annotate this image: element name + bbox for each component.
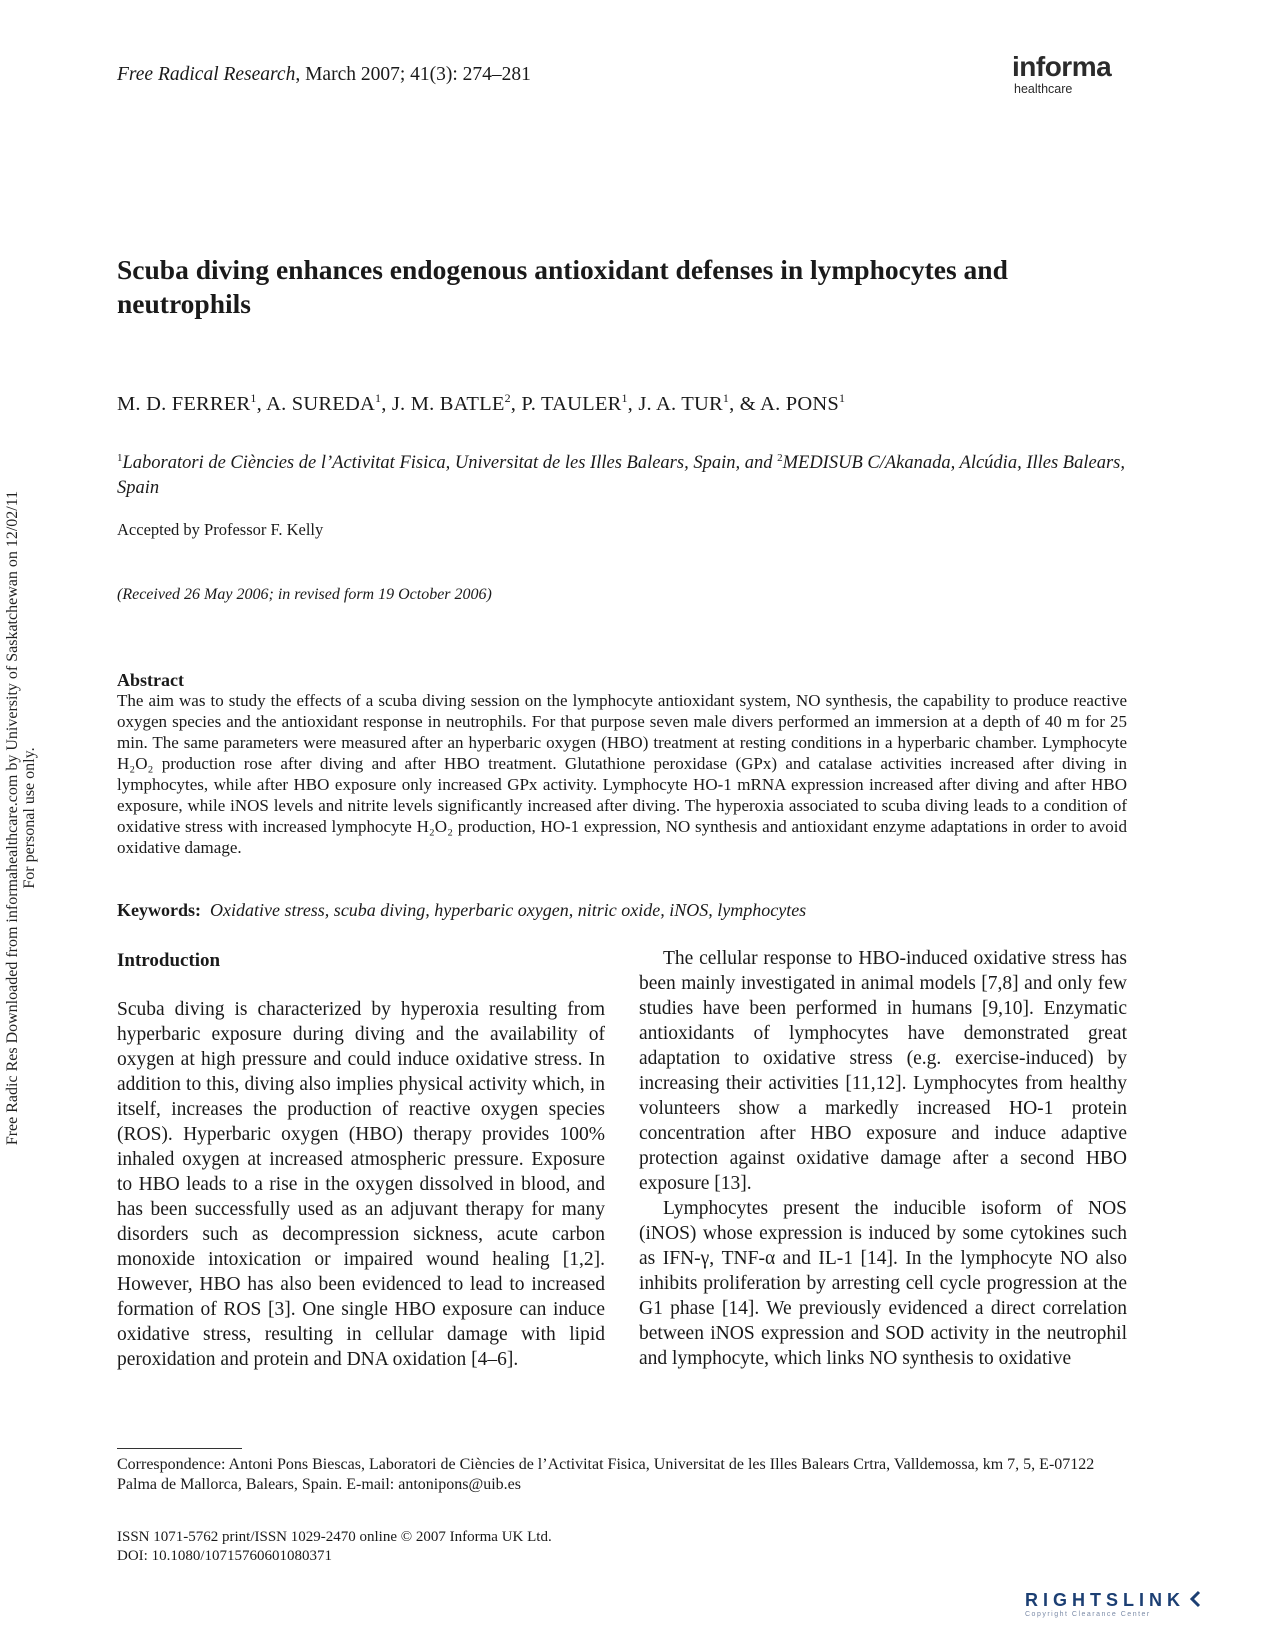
journal-name: Free Radical Research bbox=[117, 64, 296, 85]
publisher-logo bbox=[1012, 52, 1122, 96]
author: J. M. BATLE$^2$, bbox=[391, 391, 522, 415]
download-notice-line2: For personal use only. bbox=[21, 747, 38, 889]
intro-paragraph: The cellular response to HBO-induced oxidative stress has been mainly investigated in animal models [7,8] and only few studies have been performed in humans [9,10]. Enzymatic antioxidants of lymphocytes have demonstrated great adaptation to oxidative stress (e.g. exercise-induced) by increasing their activities [11,12]. Lymphocytes from healthy volunteers show a markedly increased HO-1 protein concentration after HBO exposure and induce adaptive protection against oxidative damage after a second HBO exposure [13]. bbox=[639, 948, 1127, 1194]
author: A. PONS$^1$ bbox=[760, 391, 846, 415]
author: J. A. TUR$^1$, & bbox=[638, 391, 761, 415]
rightslink-arrow-icon bbox=[1189, 1590, 1205, 1613]
author: A. SUREDA$^1$, bbox=[266, 391, 392, 415]
issn: ISSN 1071-5762 print/ISSN 1029-2470 online © 2007 Informa UK Ltd. bbox=[117, 1529, 552, 1545]
intro-paragraph: Lymphocytes present the inducible isoform of NOS (iNOS) whose expression is induced by some cytokines such as IFN-γ, TNF-α and IL-1 [14]. In the lymphocyte NO also inhibits proliferation by arresting cell cycle progression at the G1 phase [14]. We previously evidenced a direct correlation between iNOS expression and SOD activity in the neutrophil and lymphocyte, which links NO synthesis to oxidative bbox=[639, 1198, 1127, 1369]
intro-paragraph: Scuba diving is characterized by hyperoxia resulting from hyperbaric exposure during diving and the availability of oxygen at high pressure and could induce oxidative stress. In addition to this, diving also implies physical activity which, in itself, increases the production of reactive oxygen species (ROS). Hyperbaric oxygen (HBO) therapy provides 100% inhaled oxygen at increased atmospheric pressure. Exposure to HBO leads to a rise in the oxygen dissolved in blood, and has been successfully used as an adjuvant therapy for many disorders such as decompression sickness, acute carbon monoxide intoxication or impaired wound healing [1,2]. However, HBO has also been evidenced to lead to increased formation of ROS [3]. One single HBO exposure can induce oxidative stress, resulting in cellular damage with lipid peroxidation and protein and DNA oxidation [4–6]. bbox=[117, 999, 605, 1370]
rightslink-logo bbox=[1025, 1590, 1205, 1618]
journal-citation bbox=[117, 64, 531, 86]
keywords-label: Keywords: bbox=[117, 900, 201, 920]
author: P. TAULER$^1$, bbox=[521, 391, 639, 415]
rightslink-text: RIGHTSLINK bbox=[1025, 1590, 1185, 1610]
publication-info bbox=[117, 1528, 552, 1566]
right-column bbox=[639, 946, 1127, 1371]
received-dates: (Received 26 May 2006; in revised form 19 October 2006) bbox=[117, 586, 492, 603]
publisher-logo-sub: healthcare bbox=[1014, 82, 1073, 96]
article-title: Scuba diving enhances endogenous antioxidant defenses in lymphocytes and neutrophils bbox=[117, 254, 1008, 319]
accepted-by: Accepted by Professor F. Kelly bbox=[117, 520, 324, 539]
journal-issue: , March 2007; 41(3): 274–281 bbox=[295, 64, 531, 85]
footnote-rule bbox=[117, 1448, 242, 1449]
author-list bbox=[117, 391, 845, 416]
affiliations: $^1$Laboratori de Ciències de l’Activitat Fisica, Universitat de les Illes Balears, Spain, and $^2$MEDISUB C/Akanada, Alcúdia, Illes Balears, Spain bbox=[117, 452, 1125, 498]
keywords bbox=[117, 900, 1127, 921]
left-column bbox=[117, 997, 605, 1372]
doi: DOI: 10.1080/10715760601080371 bbox=[117, 1548, 332, 1564]
introduction-heading: Introduction bbox=[117, 950, 221, 971]
publisher-logo-text: informa bbox=[1012, 51, 1112, 82]
author: M. D. FERRER$^1$, bbox=[117, 391, 267, 415]
correspondence: Correspondence: Antoni Pons Biescas, Laboratori de Ciències de l’Activitat Fisica, Universitat de les Illes Balears Crtra, Valldemossa, km 7, 5, E-07122 Palma de Mallorca, Balears, Spain. E-mail: antonipons@uib.es bbox=[117, 1456, 1095, 1493]
rightslink-subtext: Copyright Clearance Center bbox=[1025, 1611, 1151, 1619]
download-notice-line1: Free Radic Res Downloaded from informahealthcare.com by University of Saskatchewan on 12/02/11 bbox=[4, 490, 21, 1146]
keywords-text: Oxidative stress, scuba diving, hyperbaric oxygen, nitric oxide, iNOS, lymphocytes bbox=[210, 900, 807, 920]
abstract-heading: Abstract bbox=[117, 670, 184, 690]
abstract-text: The aim was to study the effects of a scuba diving session on the lymphocyte antioxidant system, NO synthesis, the capability to produce reactive oxygen species and the antioxidant response in neutrophils. For that purpose seven male divers performed an immersion at a depth of 40 m for 25 min. The same parameters were measured after an hyperbaric oxygen (HBO) treatment at resting conditions in a hyperbaric chamber. Lymphocyte H₂O₂ production rose after diving and after HBO treatment. Glutathione peroxidase (GPx) and catalase activities increased after diving in lymphocytes, while after HBO exposure only increased GPx activity. Lymphocyte HO-1 mRNA expression increased after diving and after HBO exposure, while iNOS levels and nitrite levels significantly increased after diving. The hyperoxia associated to scuba diving leads to a condition of oxidative stress with increased lymphocyte H₂O₂ production, HO-1 expression, NO synthesis and antioxidant enzyme adaptations in order to avoid oxidative damage. bbox=[117, 691, 1127, 857]
